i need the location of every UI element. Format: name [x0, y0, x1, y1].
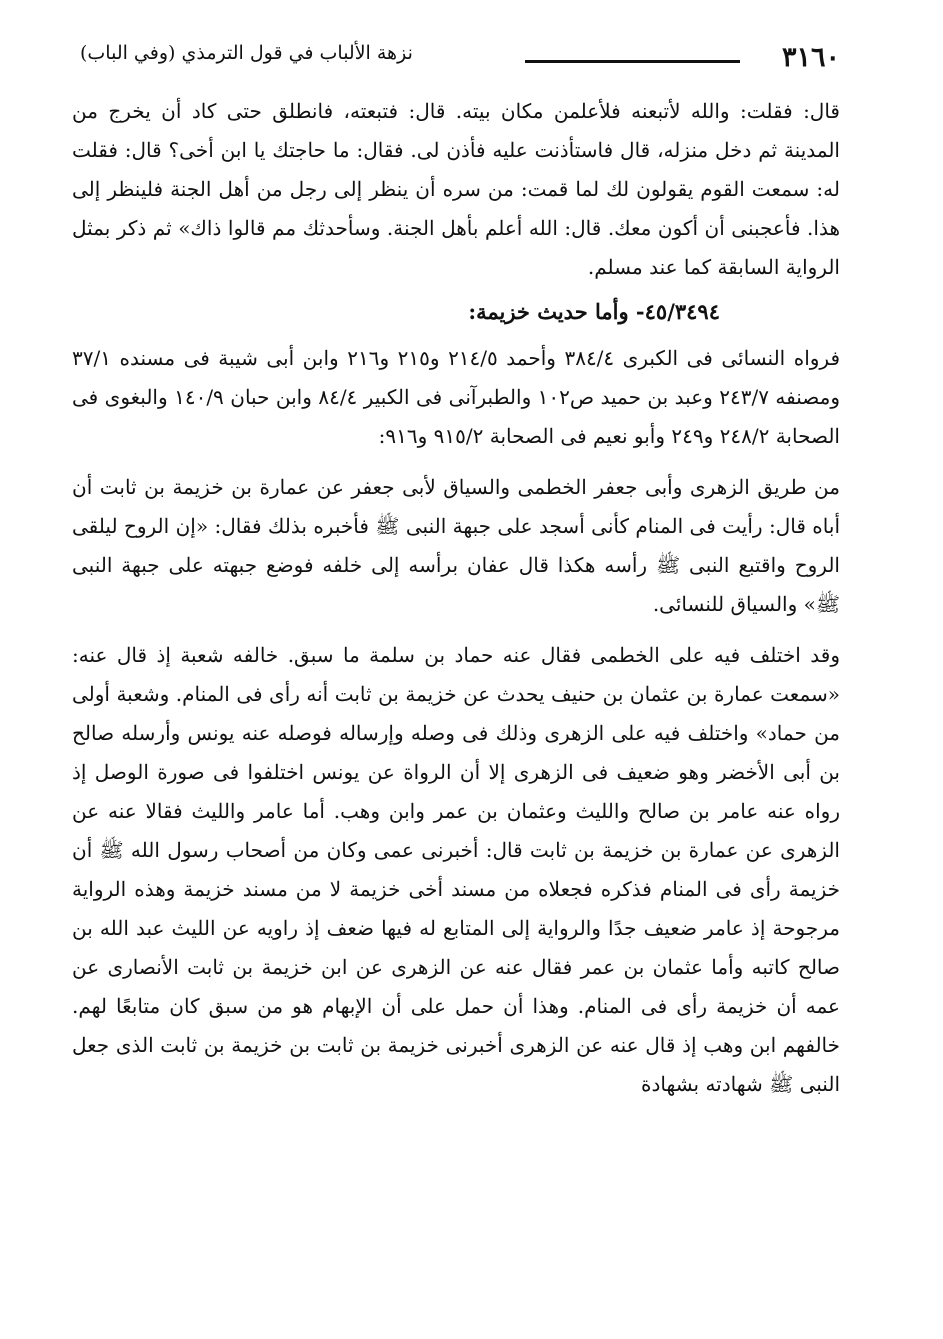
intro-paragraph: قال: فقلت: والله لأتبعنه فلأعلمن مكان بيته. قال: فتبعته، فانطلق حتى كاد أن يخرج من المدينة ثم دخل منزله، قال فاستأذنت عليه فأذن لى. فقال: ما حاجتك يا ابن أخى؟ قال: فقلت له: سمعت القوم يقولون لك لما قمت: من سره أن ينظر إلى رجل من أهل الجنة فلينظر إلى هذا. فأعجبنى أن أكون معك. قال: الله أعلم بأهل الجنة. وسأحدثك مم قالوا ذاك» ثم ذكر بمثل الرواية السابقة كما عند مسلم.: [72, 99, 840, 279]
discussion-paragraph: وقد اختلف فيه على الخطمى فقال عنه حماد بن سلمة ما سبق. خالفه شعبة إذ قال عنه: «سمعت عمارة بن عثمان بن حنيف يحدث عن خزيمة بن ثابت أنه رأى فى المنام. وشعبة أولى من حماد» واختلف فيه على الزهرى وذلك فى وصله وإرساله فوصله عنه يونس وأرسله صالح بن أبى الأخضر وهو ضعيف فى الزهرى إلا أن الرواة عن يونس اختلفوا فى صورة الوصل إذ رواه عنه عامر بن صالح والليث وعثمان بن عمر وابن وهب. أما عامر والليث فقالا عنه عن الزهرى عن عمارة بن خزيمة بن ثابت قال: أخبرنى عمى وكان من أصحاب رسول الله ﷺ أن خزيمة رأى فى المنام فذكره فجعلاه من مسند أخى خزيمة لا من مسند خزيمة وهذه الرواية مرجوحة إذ عامر ضعيف جدًا والرواية إلى المتابع له فيها ضعف إذ راويه عن الليث عبد الله بن صالح كاتبه وأما عثمان بن عمر فقال عنه عن الزهرى عن ابن خزيمة بن ثابت الأنصارى عن عمه أن خزيمة رأى فى المنام. وهذا أن حمل على أن الإبهام هو من سبق كان متابعًا لهم. خالفهم ابن وهب إذ قال عنه عن الزهرى أخبرنى خزيمة بن ثابت بن خزيمة بن ثابت الذى جعل النبى ﷺ شهادته بشهادة: [72, 643, 841, 1096]
page-header: [80, 40, 840, 88]
page-number: ٣١٦٠: [781, 42, 840, 73]
sources-paragraph: فرواه النسائى فى الكبرى ٣٨٤/٤ وأحمد ٢١٤/٥ و٢١٥ و٢١٦ وابن أبى شيبة فى مسنده ٣٧/١ ومصنفه ٢٤٣/٧ وعبد بن حميد ص١٠٢ والطبرآنى فى الكبير ٨٤/٤ وابن حبان ١٤٠/٩ والبغوى فى الصحابة ٢٤٨/٢ و٢٤٩ وأبو نعيم فى الصحابة ٩١٥/٢ و٩١٦:: [72, 346, 841, 448]
page-body: [72, 92, 840, 1104]
hadith-paragraph: من طريق الزهرى وأبى جعفر الخطمى والسياق لأبى جعفر عن عمارة بن خزيمة بن ثابت أن أباه قال: رأيت فى المنام كأنى أسجد على جبهة النبى ﷺ فأخبره بذلك فقال: «إن الروح ليلقى الروح واقتبع النبى ﷺ رأسه هكذا قال عفان برأسه إلى خلفه فوضع جبهته على جبهة النبى ﷺ» والسياق للنسائى.: [72, 475, 840, 616]
header-rule: [525, 60, 740, 63]
running-title: نزهة الألباب في قول الترمذي (وفي الباب): [80, 42, 413, 64]
section-heading: ٤٥/٣٤٩٤- وأما حديث خزيمة:: [468, 299, 720, 324]
